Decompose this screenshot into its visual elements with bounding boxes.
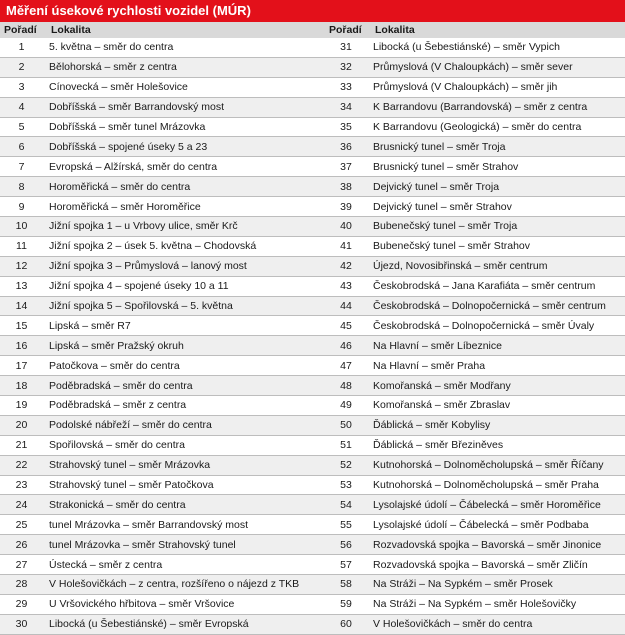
rank-cell-right: 34 [325, 97, 367, 117]
table-row [0, 614, 625, 634]
location-cell-left: Strahovský tunel – směr Mrázovka [43, 455, 325, 475]
rank-cell-right: 42 [325, 256, 367, 276]
rank-cell-right: 59 [325, 594, 367, 614]
location-cell-left: Jižní spojka 1 – u Vrbovy ulice, směr Krč [43, 217, 325, 237]
table-header-row [0, 22, 625, 38]
location-cell-right: Dejvický tunel – směr Strahov [367, 197, 625, 217]
table-row [0, 396, 625, 416]
rank-cell-left: 24 [0, 495, 43, 515]
table-row [0, 197, 625, 217]
table-row [0, 137, 625, 157]
location-cell-right: Na Stráži – Na Sypkém – směr Holešovičky [367, 594, 625, 614]
header-location-right: Lokalita [367, 22, 625, 38]
rank-cell-left: 10 [0, 217, 43, 237]
rank-cell-left: 25 [0, 515, 43, 535]
rank-cell-left: 12 [0, 256, 43, 276]
rank-cell-left: 27 [0, 555, 43, 575]
location-cell-right: Dejvický tunel – směr Troja [367, 177, 625, 197]
location-cell-left: Cínovecká – směr Holešovice [43, 77, 325, 97]
rank-cell-right: 52 [325, 455, 367, 475]
location-cell-right: V Holešovičkách – směr do centra [367, 614, 625, 634]
header-rank-left: Pořadí [0, 22, 43, 38]
location-cell-left: Jižní spojka 3 – Průmyslová – lanový most [43, 256, 325, 276]
location-cell-right: Ďáblická – směr Kobylisy [367, 415, 625, 435]
rank-cell-right: 38 [325, 177, 367, 197]
location-cell-right: K Barrandovu (Geologická) – směr do centra [367, 117, 625, 137]
table-row [0, 575, 625, 595]
location-cell-right: Újezd, Novosibřinská – směr centrum [367, 256, 625, 276]
rank-cell-left: 2 [0, 57, 43, 77]
rank-cell-right: 60 [325, 614, 367, 634]
table-row [0, 515, 625, 535]
table-row [0, 276, 625, 296]
rank-cell-right: 35 [325, 117, 367, 137]
rank-cell-right: 55 [325, 515, 367, 535]
rank-cell-left: 18 [0, 376, 43, 396]
location-cell-left: Strakonická – směr do centra [43, 495, 325, 515]
table-title: Měření úsekové rychlosti vozidel (MÚR) [0, 0, 625, 22]
location-cell-left: Horoměřická – směr do centra [43, 177, 325, 197]
rank-cell-left: 17 [0, 356, 43, 376]
location-cell-right: Libocká (u Šebestiánské) – směr Vypich [367, 38, 625, 57]
location-cell-right: Lysolajské údolí – Čábelecká – směr Podbaba [367, 515, 625, 535]
table-row [0, 117, 625, 137]
rank-cell-right: 57 [325, 555, 367, 575]
location-cell-left: tunel Mrázovka – směr Strahovský tunel [43, 535, 325, 555]
rank-cell-left: 4 [0, 97, 43, 117]
location-cell-right: Českobrodská – Jana Karafiáta – směr centrum [367, 276, 625, 296]
location-cell-left: Ústecká – směr z centra [43, 555, 325, 575]
table-row [0, 316, 625, 336]
table-row [0, 376, 625, 396]
table-row [0, 455, 625, 475]
location-cell-right: Českobrodská – Dolnopočernická – směr centrum [367, 296, 625, 316]
rank-cell-right: 45 [325, 316, 367, 336]
table-row [0, 177, 625, 197]
location-cell-right: Na Hlavní – směr Líbeznice [367, 336, 625, 356]
rank-cell-left: 15 [0, 316, 43, 336]
table-row [0, 217, 625, 237]
table-row [0, 57, 625, 77]
location-cell-left: Horoměřická – směr Horoměřice [43, 197, 325, 217]
rank-cell-left: 26 [0, 535, 43, 555]
rank-cell-right: 56 [325, 535, 367, 555]
table-row [0, 157, 625, 177]
rank-cell-right: 48 [325, 376, 367, 396]
location-cell-left: Poděbradská – směr z centra [43, 396, 325, 416]
location-cell-right: Průmyslová (V Chaloupkách) – směr sever [367, 57, 625, 77]
rank-cell-right: 31 [325, 38, 367, 57]
location-cell-left: Dobříšská – spojené úseky 5 a 23 [43, 137, 325, 157]
rank-cell-right: 39 [325, 197, 367, 217]
table-row [0, 256, 625, 276]
location-cell-right: Bubenečský tunel – směr Troja [367, 217, 625, 237]
location-cell-right: Kutnohorská – Dolnoměcholupská – směr Praha [367, 475, 625, 495]
location-cell-left: Strahovský tunel – směr Patočkova [43, 475, 325, 495]
location-cell-left: Patočkova – směr do centra [43, 356, 325, 376]
location-cell-left: Poděbradská – směr do centra [43, 376, 325, 396]
table-row [0, 555, 625, 575]
rank-cell-right: 40 [325, 217, 367, 237]
location-cell-left: Lipská – směr R7 [43, 316, 325, 336]
rank-cell-left: 23 [0, 475, 43, 495]
table-row [0, 336, 625, 356]
rank-cell-right: 43 [325, 276, 367, 296]
rank-cell-right: 32 [325, 57, 367, 77]
location-cell-right: Komořanská – směr Modřany [367, 376, 625, 396]
location-cell-right: Brusnický tunel – směr Strahov [367, 157, 625, 177]
rank-cell-right: 46 [325, 336, 367, 356]
table-row [0, 356, 625, 376]
rank-cell-left: 29 [0, 594, 43, 614]
location-cell-right: Průmyslová (V Chaloupkách) – směr jih [367, 77, 625, 97]
header-rank-right: Pořadí [325, 22, 367, 38]
rank-cell-left: 19 [0, 396, 43, 416]
rank-cell-right: 33 [325, 77, 367, 97]
rank-cell-right: 44 [325, 296, 367, 316]
location-cell-left: Spořilovská – směr do centra [43, 435, 325, 455]
location-cell-left: Lipská – směr Pražský okruh [43, 336, 325, 356]
table-row [0, 296, 625, 316]
location-cell-left: U Vršovického hřbitova – směr Vršovice [43, 594, 325, 614]
location-cell-right: Ďáblická – směr Březiněves [367, 435, 625, 455]
rank-cell-left: 21 [0, 435, 43, 455]
table-body [0, 38, 625, 634]
table-row [0, 535, 625, 555]
table-row [0, 435, 625, 455]
location-cell-right: Komořanská – směr Zbraslav [367, 396, 625, 416]
rank-cell-left: 22 [0, 455, 43, 475]
rank-cell-right: 51 [325, 435, 367, 455]
location-cell-right: Lysolajské údolí – Čábelecká – směr Horoměřice [367, 495, 625, 515]
location-cell-left: Jižní spojka 5 – Spořilovská – 5. května [43, 296, 325, 316]
location-cell-right: Kutnohorská – Dolnoměcholupská – směr Říčany [367, 455, 625, 475]
table-row [0, 97, 625, 117]
rank-cell-right: 36 [325, 137, 367, 157]
rank-cell-left: 3 [0, 77, 43, 97]
rank-cell-right: 50 [325, 415, 367, 435]
rank-cell-left: 5 [0, 117, 43, 137]
rank-cell-right: 54 [325, 495, 367, 515]
location-cell-left: Jižní spojka 4 – spojené úseky 10 a 11 [43, 276, 325, 296]
location-cell-left: Libocká (u Šebestiánské) – směr Evropská [43, 614, 325, 634]
location-cell-left: tunel Mrázovka – směr Barrandovský most [43, 515, 325, 535]
rank-cell-right: 47 [325, 356, 367, 376]
rank-cell-left: 28 [0, 575, 43, 595]
location-cell-left: Jižní spojka 2 – úsek 5. května – Chodovská [43, 236, 325, 256]
table-row [0, 594, 625, 614]
location-cell-left: Dobříšská – směr tunel Mrázovka [43, 117, 325, 137]
location-cell-right: Rozvadovská spojka – Bavorská – směr Zličín [367, 555, 625, 575]
location-cell-left: 5. května – směr do centra [43, 38, 325, 57]
table-row [0, 415, 625, 435]
rank-cell-left: 13 [0, 276, 43, 296]
location-cell-left: Podolské nábřeží – směr do centra [43, 415, 325, 435]
rank-cell-left: 9 [0, 197, 43, 217]
header-location-left: Lokalita [43, 22, 325, 38]
rank-cell-left: 14 [0, 296, 43, 316]
location-cell-right: Na Hlavní – směr Praha [367, 356, 625, 376]
location-cell-right: Českobrodská – Dolnopočernická – směr Úvaly [367, 316, 625, 336]
rank-cell-left: 7 [0, 157, 43, 177]
location-cell-right: Bubenečský tunel – směr Strahov [367, 236, 625, 256]
location-cell-left: Evropská – Alžírská, směr do centra [43, 157, 325, 177]
location-cell-right: Brusnický tunel – směr Troja [367, 137, 625, 157]
table-row [0, 236, 625, 256]
location-cell-left: Bělohorská – směr z centra [43, 57, 325, 77]
rank-cell-left: 20 [0, 415, 43, 435]
table-row [0, 475, 625, 495]
table-row [0, 77, 625, 97]
location-cell-right: K Barrandovu (Barrandovská) – směr z centra [367, 97, 625, 117]
table-row [0, 495, 625, 515]
locations-table [0, 22, 625, 635]
rank-cell-right: 37 [325, 157, 367, 177]
rank-cell-left: 16 [0, 336, 43, 356]
rank-cell-right: 41 [325, 236, 367, 256]
rank-cell-right: 58 [325, 575, 367, 595]
rank-cell-left: 6 [0, 137, 43, 157]
rank-cell-right: 53 [325, 475, 367, 495]
rank-cell-right: 49 [325, 396, 367, 416]
rank-cell-left: 11 [0, 236, 43, 256]
location-cell-left: V Holešovičkách – z centra, rozšířeno o nájezd z TKB [43, 575, 325, 595]
location-cell-right: Na Stráži – Na Sypkém – směr Prosek [367, 575, 625, 595]
rank-cell-left: 8 [0, 177, 43, 197]
rank-cell-left: 30 [0, 614, 43, 634]
location-cell-left: Dobříšská – směr Barrandovský most [43, 97, 325, 117]
location-cell-right: Rozvadovská spojka – Bavorská – směr Jinonice [367, 535, 625, 555]
table-row [0, 38, 625, 57]
rank-cell-left: 1 [0, 38, 43, 57]
